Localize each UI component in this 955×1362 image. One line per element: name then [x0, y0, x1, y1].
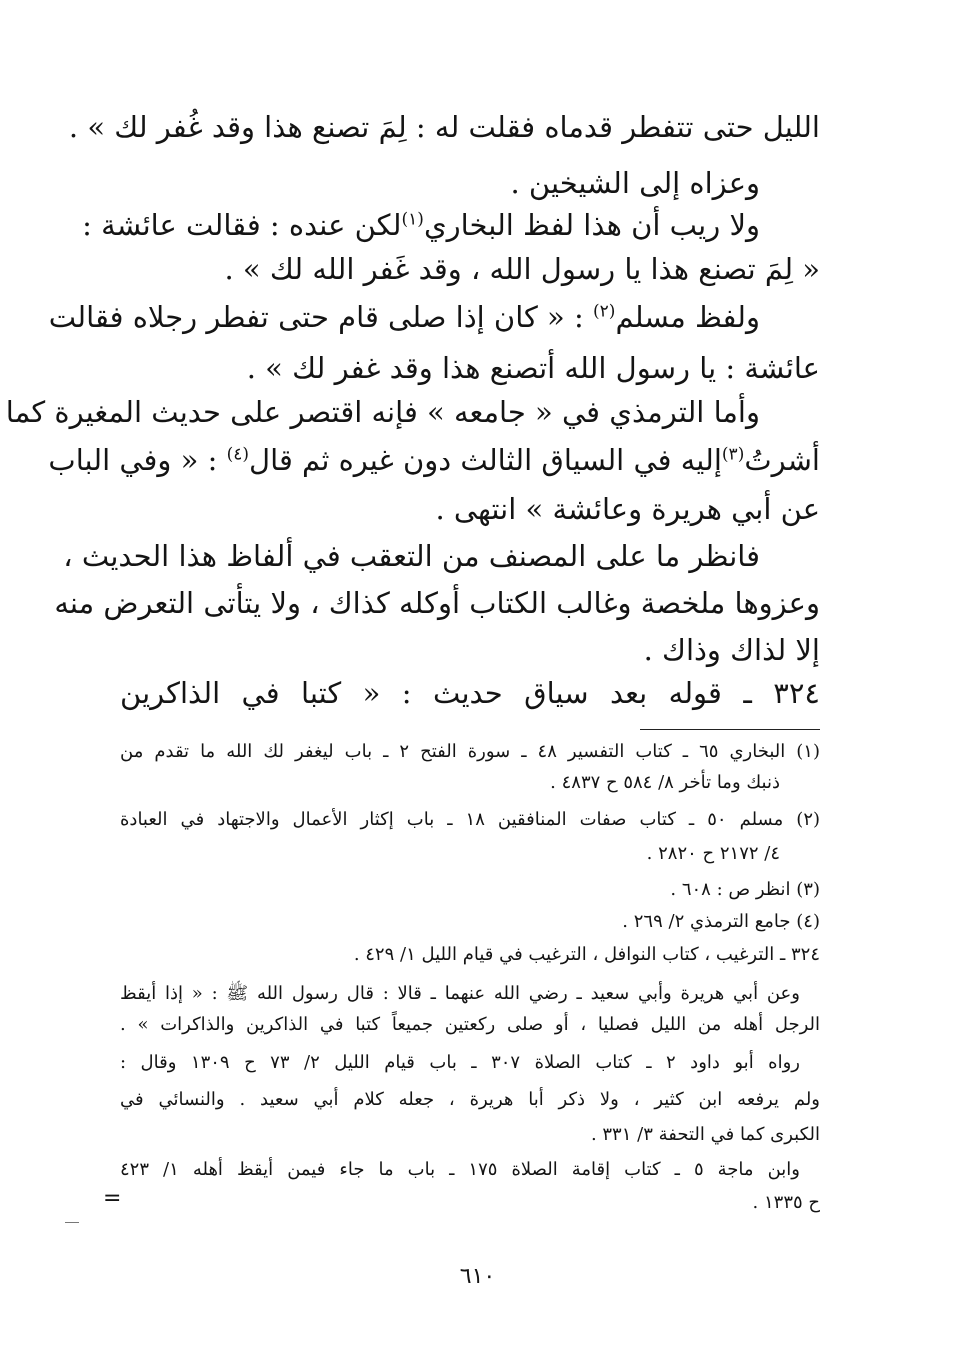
body-line-8-text: أشرتُ — [744, 443, 820, 477]
body-line-4: « لِمَ تصنع هذا يا رسول الله ، وقد غَفر الله لك » . — [224, 252, 820, 286]
footnote-4: (٤) جامع الترمذي ٢/ ٢٦٩ . — [622, 911, 820, 932]
footnote-1: (١) البخاري ٦٥ ـ كتاب التفسير ٤٨ ـ سورة الفتح ٢ ـ باب ليغفر لك الله ما تقدم من — [120, 741, 820, 762]
body-line-9: عن أبي هريرة وعائشة » انتهى . — [435, 492, 820, 526]
footnote-2: (٢) مسلم ٥٠ ـ كتاب صفات المنافقين ١٨ ـ باب إكثار الأعمال والاجتهاد في العبادة — [120, 809, 821, 830]
footnote-ref-4: (٤) — [226, 444, 250, 465]
footnote-324-hadith-cont: الرجل أهله من الليل فصليا ، أو صلى ركعتين جميعاً كتبا في الذاكرين والذاكرات » . — [120, 1014, 820, 1035]
footnote-1-cont: ذنبك وما تأخر ٨/ ٥٨٤ ح ٤٨٣٧ . — [550, 772, 780, 793]
body-line-1: الليل حتى تتفطر قدماه فقلت له : لِمَ تصنع هذا وقد غُفر لك » . — [68, 110, 820, 144]
body-line-5-text: ولفظ مسلم — [615, 300, 760, 334]
footnote-324-abudawud: رواه أبو داود ٢ ـ كتاب الصلاة ٣٠٧ ـ باب قيام الليل ٢/ ٧٣ ح ١٣٠٩ وقال : — [120, 1052, 800, 1073]
body-line-5-rest: : « كان إذا صلى قام حتى تفطر رجلاه فقالت — [48, 300, 584, 334]
body-line-8-mid: إليه في السياق الثالث دون غيره ثم قال — [249, 443, 722, 477]
body-line-11: وعزوها ملخصة وغالب الكتاب أوكله كذاك ، ولا يتأتى التعرض منه — [54, 586, 820, 620]
body-line-2: وعزاه إلى الشيخين . — [510, 166, 760, 200]
footnote-324-ibnmajah-cont: ح ١٣٣٥ . — [752, 1192, 820, 1213]
footnote-324: ٣٢٤ ـ الترغيب ، كتاب النوافل ، الترغيب في قيام الليل ١/ ٤٢٩ . — [353, 944, 820, 965]
footnote-324-hadith: وعن أبي هريرة وأبي سعيد ـ رضي الله عنهما ـ قالا : قال رسول الله ﷺ : « إذا أيقظ — [120, 983, 800, 1004]
footnote-separator — [640, 729, 820, 730]
footnote-324-nasai: الكبرى كما في التحفة ٣/ ٣٣١ . — [590, 1124, 820, 1145]
footnote-3: (٣) انظر ص : ٦٠٨ . — [670, 879, 820, 900]
body-line-8 — [48, 440, 820, 480]
body-line-3-rest: لكن عنده : فقالت عائشة : — [82, 208, 402, 242]
body-line-12: إلا لذاك وذاك . — [643, 633, 820, 667]
continuation-mark: = — [103, 1186, 122, 1211]
body-line-13: ٣٢٤ ـ قوله بعد سياق حديث : « كتبا في الذاكرين — [120, 676, 820, 710]
body-line-3 — [82, 205, 760, 245]
body-line-5 — [48, 297, 760, 337]
footnote-324-ibnmajah: وابن ماجة ٥ ـ كتاب إقامة الصلاة ١٧٥ ـ باب ما جاء فيمن أيقظ أهله ١/ ٤٢٣ — [120, 1159, 800, 1180]
page-number: ٦١٠ — [459, 1264, 496, 1289]
body-line-6: عائشة : يا رسول الله أتصنع هذا وقد غفر لك » . — [246, 351, 820, 385]
footnote-ref-3: (٣) — [721, 444, 745, 465]
body-line-8-rest: : « وفي الباب — [48, 443, 218, 477]
body-line-3-text: ولا ريب أن هذا لفظ البخاري — [423, 208, 760, 242]
footnote-324-abudawud-cont: ولم يرفعه ابن كثير ، ولا ذكر أبا هريرة ، جعله كلام أبي سعيد . والنسائي في — [120, 1089, 820, 1110]
footnote-ref-2: (٢) — [593, 301, 616, 322]
footnote-ref-1: (١) — [401, 209, 424, 230]
body-line-7: وأما الترمذي في « جامعه » فإنه اقتصر على حديث المغيرة كما — [5, 395, 760, 429]
footnote-2-cont: ٤/ ٢١٧٢ ح ٢٨٢٠ . — [646, 843, 780, 864]
margin-mark — [65, 1222, 79, 1223]
body-line-10: فانظر ما على المصنف من التعقب في ألفاظ هذا الحديث ، — [63, 539, 760, 573]
